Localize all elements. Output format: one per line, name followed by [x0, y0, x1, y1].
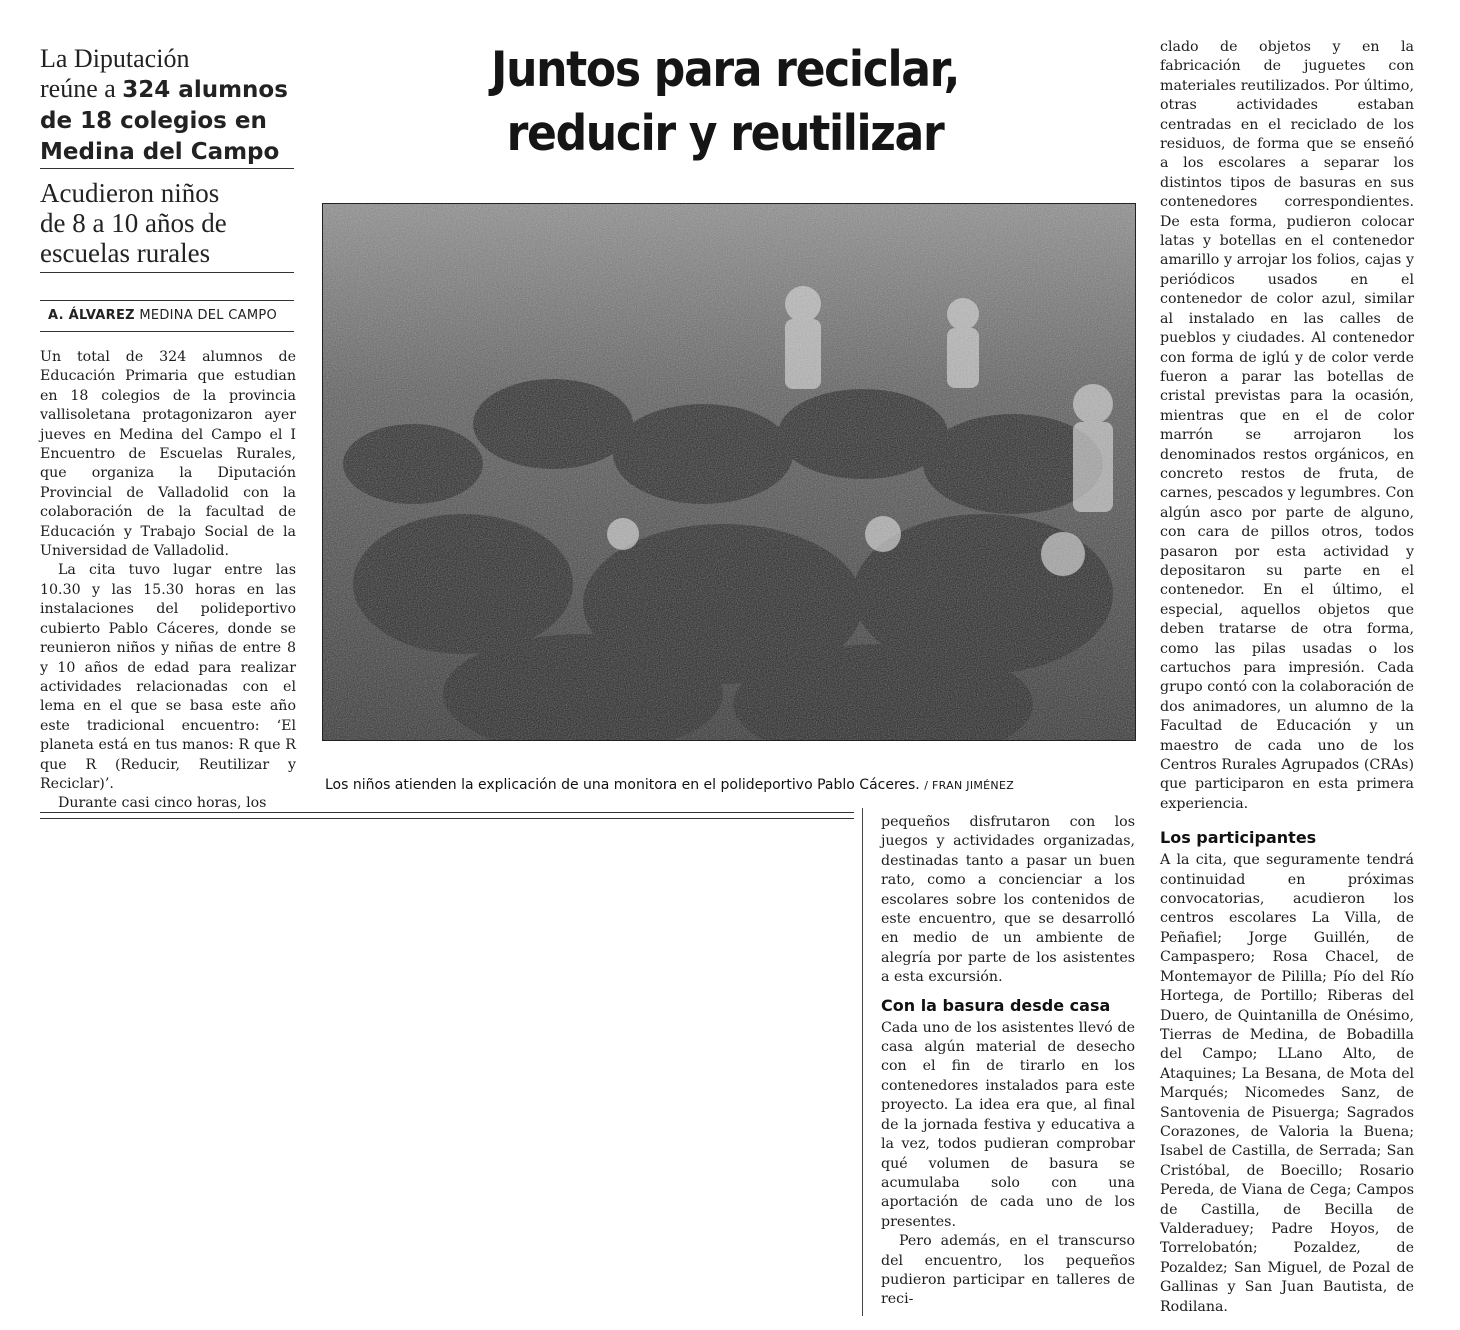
- section-heading: Los participantes: [1160, 828, 1317, 848]
- headline-line-2: reducir y reutilizar: [506, 105, 944, 162]
- paragraph: Pero además, en el transcurso del encuentro, los pequeños pudieron participar en talleres de reci-: [881, 1233, 1135, 1308]
- bottom-rule-2: [40, 818, 854, 819]
- byline-rule-bottom: [40, 331, 294, 332]
- kicker-line-1: La Diputación: [40, 44, 190, 73]
- photo-caption: [325, 777, 1125, 793]
- kicker-line-4: Medina del Campo: [40, 139, 280, 165]
- section-heading: Con la basura desde casa: [881, 995, 1111, 1015]
- subhead-rule: [40, 272, 294, 273]
- kicker-line-3: de 18 colegios en: [40, 108, 267, 134]
- article-column-1: [40, 348, 296, 814]
- subhead: [40, 178, 296, 268]
- bottom-rule: [40, 812, 854, 813]
- subhead-line-2: de 8 a 10 años de: [40, 208, 227, 238]
- byline-author: A. ÁLVAREZ: [48, 308, 135, 323]
- byline-place: MEDINA DEL CAMPO: [139, 308, 278, 323]
- headline-line-1: Juntos para reciclar,: [491, 41, 959, 98]
- paragraph: La cita tuvo lugar entre las 10.30 y las 15.30 horas en las instalaciones del polideportivo cubierto Pablo Cáceres, donde se reunieron niños y niñas de entre 8 y 10 años de edad para realizar actividades relacionadas con el lema en el que se basa este año este tradicional encuentro: ‘El planeta está en tus manos: R que R que R (Reducir, Reutilizar y Reciclar)’.: [40, 562, 296, 792]
- headline: [469, 38, 982, 166]
- photo-credit: / FRAN JIMÉNEZ: [924, 779, 1015, 792]
- column-divider: [862, 808, 863, 1316]
- paragraph: Cada uno de los asistentes llevó de casa algún material de desecho con el fin de tirarlo en los contenedores instalados para este proyecto. La idea era que, al final de la jornada festiva y educativa a la vez, todos pudieran comprobar qué volumen de basura se acumulaba solo con una aportación de cada uno de los presentes.: [881, 1019, 1135, 1230]
- paragraph: pequeños disfrutaron con los juegos y actividades organizadas, destinadas tanto a pasar un buen rato, como a concienciar a los escolares sobre los contenidos de este encuentro, que se desarrolló en medio de un ambiente de alegría por parte de los asistentes a esta excursión.: [881, 814, 1135, 986]
- kicker: [40, 44, 296, 167]
- kicker-line-2a: reúne a: [40, 74, 123, 103]
- paragraph: A la cita, que seguramente tendrá continuidad en próximas convocatorias, acudieron los centros escolares La Villa, de Peñafiel; Jorge Guillén, de Campaspero; Rosa Chacel, de Montemayor de Pililla; Pío del Río Hortega, de Portillo; Riberas del Duero, de Quintanilla de Onésimo, Tierras de Medina, de Bobadilla del Campo; LLano Alto, de Ataquines; La Besana, de Mota del Marqués; Nicomedes Sanz, de Santovenia de Pisuerga; Sagrados Corazones, de Valoria la Buena; Isabel de Castilla, de Serrada; San Cristóbal, de Boecillo; Rosario Pereda, de Viana de Cega; Campos de Castilla, de Becilla de Valderaduey; Padre Hoyos, de Torrelobatón; Pozaldez, de Pozaldez; San Miguel, de Pozal de Gallinas y San Juan Bautista, de Rodilana.: [1160, 852, 1414, 1315]
- article-column-2: [881, 813, 1135, 1310]
- kicker-line-2: [40, 74, 296, 105]
- paragraph: clado de objetos y en la fabricación de juguetes con materiales reutilizados. Por último, otras actividades estaban centradas en el reciclado de los residuos, de forma que se enseñó a los escolares a separar los distintos tipos de basuras en sus contenedores correspondientes. De esta forma, pudieron colocar latas y botellas en el contenedor amarillo y arrojar los folios, cajas y periódicos usados en el contenedor de color azul, similar al instalado en las calles de pueblos y ciudades. Al contenedor con forma de iglú y de color verde fueron a parar las botellas de cristal previstas para la ocasión, mientras que en el de color marrón se arrojaron los denominados restos orgánicos, en concreto restos de fruta, de carnes, pescados y legumbres. Con algún asco por parte de alguno, con cara de pillos otros, todos pasaron por esta actividad y depositaron su parte en el contenedor. En el último, el especial, aquellos objetos que deben tratarse de otra forma, como las pilas usadas o los cartuchos para impresión. Cada grupo contó con la colaboración de dos animadores, un alumno de la Facultad de Educación y un maestro de cada uno de los Centros Rurales Agrupados (CRAs) que participaron en esta primera experiencia.: [1160, 39, 1414, 812]
- byline-rule-top: [40, 300, 294, 301]
- kicker-rule: [40, 168, 294, 169]
- subhead-line-3: escuelas rurales: [40, 238, 211, 268]
- kicker-line-2b: 324 alumnos: [122, 77, 288, 103]
- subhead-line-1: Acudieron niños: [40, 178, 220, 208]
- paragraph: Durante casi cinco horas, los: [58, 795, 267, 812]
- article-column-3: [1160, 38, 1414, 1317]
- caption-text: Los niños atienden la explicación de una monitora en el polideportivo Pablo Cáceres.: [325, 777, 920, 793]
- crowd-photo-image: [323, 204, 1135, 740]
- article-photo: [322, 203, 1136, 741]
- paragraph: Un total de 324 alumnos de Educación Primaria que estudian en 18 colegios de la provincia vallisoletana protagonizaron ayer jueves en Medina del Campo el I Encuentro de Escuelas Rurales, que organiza la Diputación Provincial de Valladolid con la colaboración de la facultad de Educación y Trabajo Social de la Universidad de Valladolid.: [40, 349, 296, 560]
- byline: [48, 308, 292, 323]
